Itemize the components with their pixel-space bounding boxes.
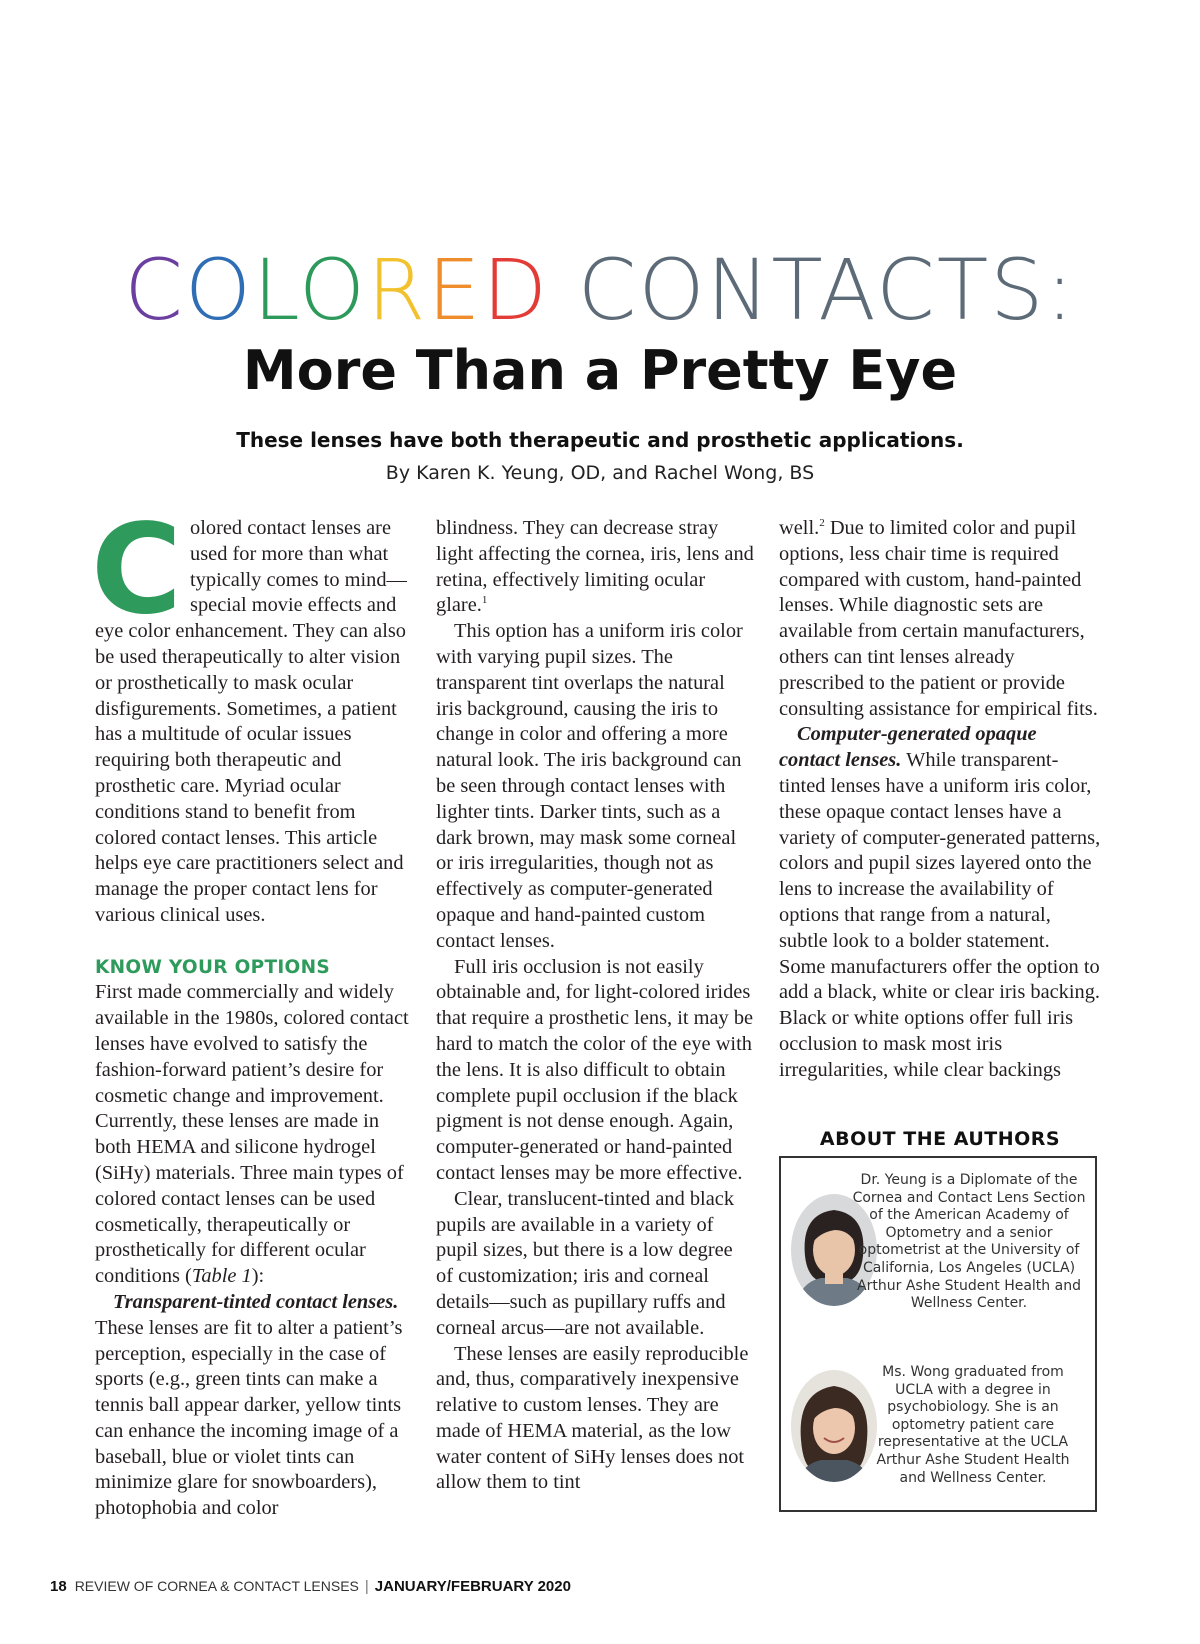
article-byline: By Karen K. Yeung, OD, and Rachel Wong, BS bbox=[385, 462, 815, 484]
title-colored-word bbox=[124, 241, 549, 339]
col1-p3-text: These lenses are fit to alter a patient’s perception, especially in the case of sports (e.g., green tints can make a tennis ball appear darker, yellow tints can enhance the incoming image of a baseball, blue or violet tints can minimize glare for snowboarders), photophobia and color bbox=[95, 1316, 403, 1520]
title-letter: D bbox=[482, 241, 550, 339]
col2-paragraph-1 bbox=[436, 516, 754, 619]
title-letter: O bbox=[298, 241, 367, 339]
title-letter: E bbox=[427, 241, 483, 339]
text-column-1 bbox=[91, 498, 413, 1522]
col2-paragraph-2: This option has a uniform iris color with varying pupil sizes. The transparent tint overlaps the natural iris background, causing the iris to change in color and offering a more natural look. The iris background can be seen through contact lenses with lighter tints. Darker tints, such as a dark brown, may mask some corneal or iris irregularities, though not as effectively as computer-generated opaque and hand-painted custom contact lenses. bbox=[436, 620, 743, 952]
col3-paragraph-1 bbox=[779, 516, 1101, 722]
article-subtitle: These lenses have both therapeutic and prosthetic applications. bbox=[236, 428, 964, 452]
runin-heading-transparent: Transparent-tinted contact lenses. bbox=[113, 1290, 399, 1313]
title-letter: C bbox=[124, 241, 185, 339]
publication-name: REVIEW OF CORNEA & CONTACT LENSES bbox=[74, 1578, 359, 1594]
col1-paragraph-1: olored contact lenses are used for more than what typically comes to mind—special movie effects and eye color enhancement. They can also be used therapeutically to alter vision or prosthetically to mask ocular disfigurements. Sometimes, a patient has a multitude of ocular issues requiring both therapeutic and prosthetic care. Myriad ocular conditions stand to benefit from colored contact lenses. This article helps eye care practitioners select and manage the proper contact lens for various clinical uses. bbox=[95, 517, 407, 926]
col1-paragraph-2 bbox=[95, 980, 413, 1290]
about-authors-box bbox=[779, 1156, 1097, 1512]
col1-p2-text-b: ): bbox=[251, 1265, 265, 1288]
footer-separator: | bbox=[364, 1578, 369, 1595]
about-authors-heading: ABOUT THE AUTHORS bbox=[819, 1128, 1061, 1150]
title-letter: R bbox=[366, 241, 428, 339]
title-rest: CONTACTS: bbox=[549, 241, 1076, 339]
col1-p2-text-a: First made commercially and widely available in the 1980s, colored contact lenses have evolved to satisfy the fashion-forward patient’s desire for cosmetic change and improvement. Currently, these lenses are made in both HEMA and silicone hydrogel (SiHy) materials. Three main types of colored contact lenses can be used cosmetically, therapeutically or prosthetically for different ocular conditions ( bbox=[95, 981, 409, 1288]
runin-heading-computer-generated: Computer-generated opaque contact lenses. bbox=[779, 723, 1037, 772]
text-column-3 bbox=[779, 516, 1101, 1084]
table-reference: Table 1 bbox=[191, 1265, 252, 1288]
col2-paragraph-4: Clear, translucent-tinted and black pupils are available in a variety of pupil sizes, but there is a low degree of customization; iris and corneal details—such as pupillary ruffs and corneal arcus—are not available. bbox=[436, 1187, 735, 1339]
drop-cap: C bbox=[91, 498, 183, 642]
article-header bbox=[0, 242, 1200, 484]
col3-p2-text: While transparent-tinted lenses have a uniform iris color, these opaque contact lenses have a variety of computer-generated patterns, colors and pupil sizes layered onto the lens to increase the availability of options that range from a natural, subtle look to a bolder statement. Some manufacturers offer the option to add a black, white or clear iris backing. Black or white options offer full iris occlusion to mask most iris irregularities, while clear backings bbox=[779, 749, 1101, 1081]
text-column-2 bbox=[436, 516, 754, 1496]
page-footer bbox=[50, 1578, 571, 1595]
issue-date: JANUARY/FEBRUARY 2020 bbox=[374, 1578, 571, 1595]
col2-p1-text: blindness. They can decrease stray light affecting the cornea, iris, lens and retina, effectively limiting ocular glare. bbox=[436, 517, 754, 617]
col3-p1-text-a: well. bbox=[779, 517, 820, 539]
col2-paragraph-3: Full iris occlusion is not easily obtainable and, for light-colored irides that require a prosthetic lens, it may be hard to match the color of the eye with the lens. It is also difficult to obtain complete pupil occlusion if the black pigment is not dense enough. Again, computer-generated or hand-painted contact lenses may be more effective. bbox=[436, 955, 754, 1184]
author-bio-wong: Ms. Wong graduated from UCLA with a degree in psychobiology. She is an optometry patient care representative at the UCLA Arthur Ashe Student Health and Wellness Center. bbox=[876, 1364, 1070, 1486]
section-heading: KNOW YOUR OPTIONS bbox=[95, 956, 330, 978]
citation-1: 1 bbox=[481, 594, 488, 607]
title-letter: L bbox=[253, 241, 299, 339]
article-title-line2: More Than a Pretty Eye bbox=[242, 339, 958, 402]
col3-paragraph-2 bbox=[779, 722, 1101, 1083]
title-letter: O bbox=[184, 241, 254, 339]
author-bio-yeung: Dr. Yeung is a Diplomate of the Cornea and Contact Lens Section of the American Academy of Optometry and a senior optometrist at the University of California, Los Angeles (UCLA) Arthur Ashe Student Health and Wellness Center. bbox=[852, 1172, 1086, 1312]
col3-p1-text-b: Due to limited color and pupil options, less chair time is required compared with custom, hand-painted lenses. While diagnostic sets are available from certain manufacturers, others can tint lenses already prescribed to the patient or provide consulting assistance for empirical fits. bbox=[779, 517, 1098, 720]
page-number: 18 bbox=[50, 1578, 67, 1595]
col1-paragraph-3 bbox=[95, 1290, 413, 1522]
citation-2: 2 bbox=[819, 517, 825, 530]
article-title bbox=[0, 242, 1200, 338]
col2-paragraph-5: These lenses are easily reproducible and, thus, comparatively inexpensive relative to custom lenses. They are made of HEMA material, as the low water content of SiHy lenses does not allow them to tint bbox=[436, 1342, 749, 1494]
